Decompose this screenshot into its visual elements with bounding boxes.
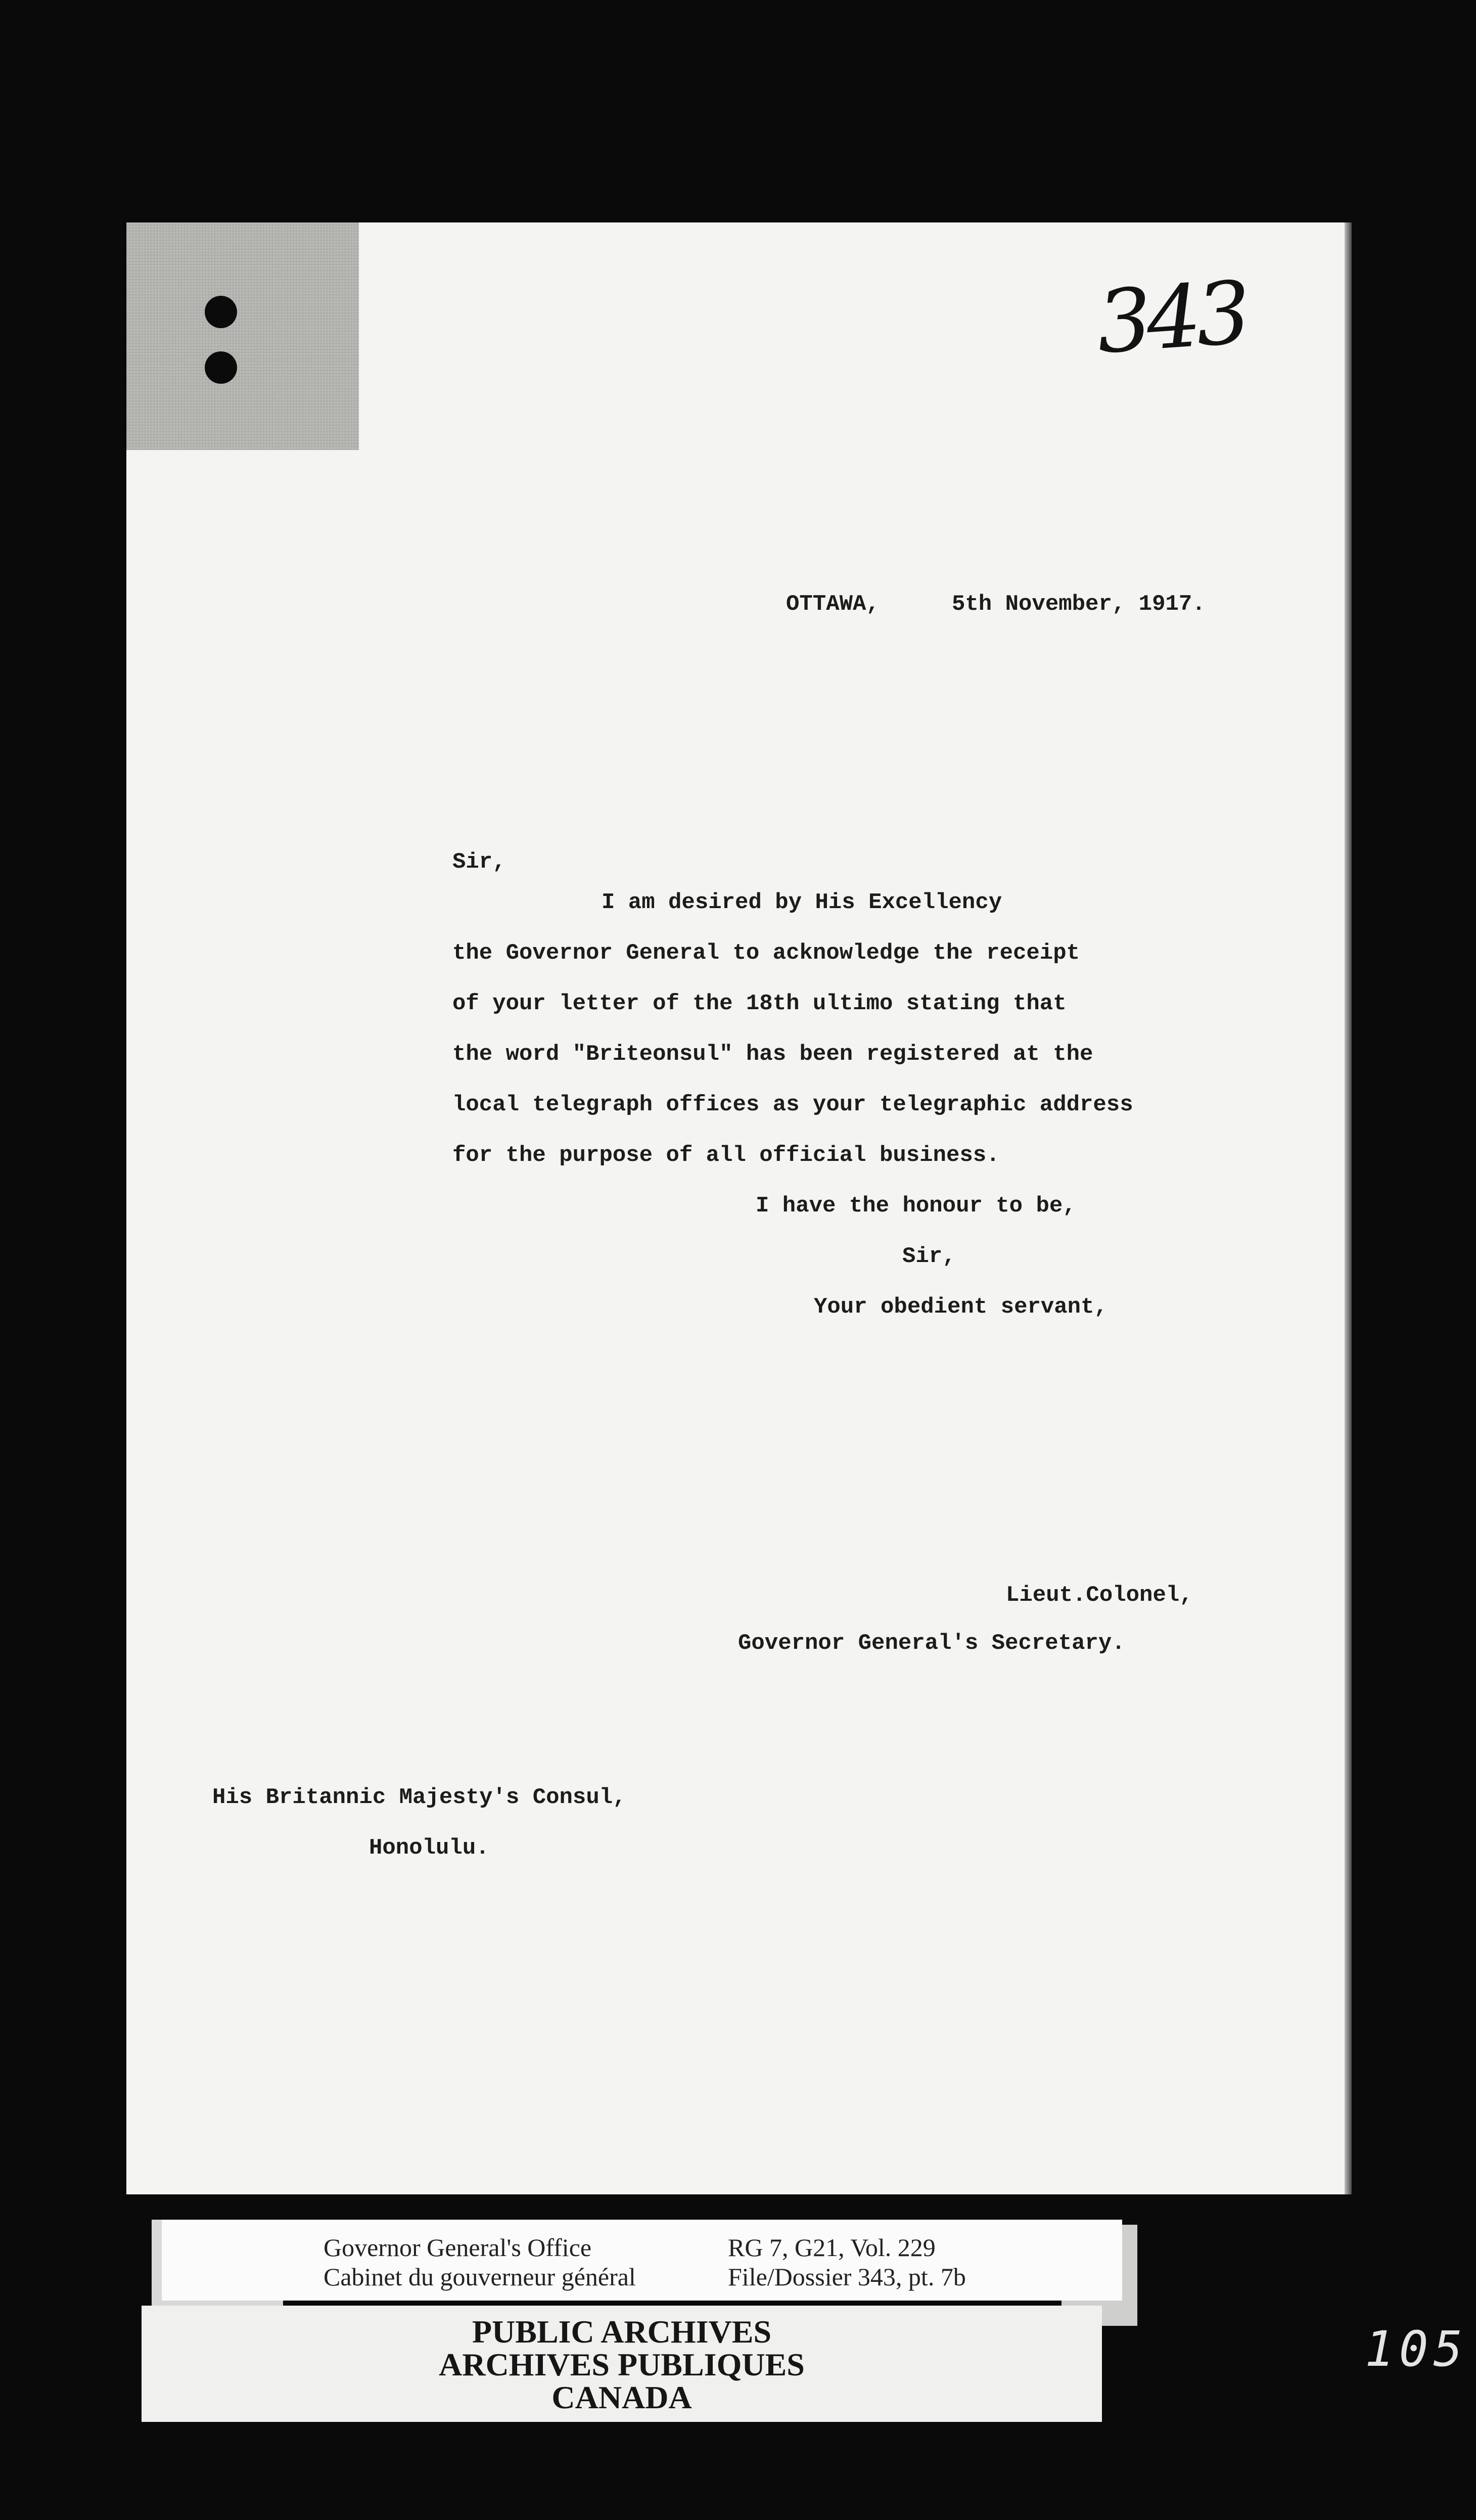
page-edge [1345,222,1352,2194]
archive-office-fr: Cabinet du gouverneur général [324,2263,636,2291]
signer-title: Governor General's Secretary. [738,1631,1125,1656]
letter-page [126,222,1345,2194]
stamp-line-1: PUBLIC ARCHIVES [472,2314,772,2350]
closing-sir: Sir, [902,1244,956,1269]
salutation: Sir, [452,849,506,875]
archive-file: File/Dossier 343, pt. 7b [728,2263,966,2291]
archive-reference-label [162,2220,1122,2301]
punch-hole-bottom [205,351,237,384]
closing-servant: Your obedient servant, [814,1294,1108,1320]
public-archives-stamp [142,2306,1102,2422]
letter-date: 5th November, 1917. [952,592,1206,617]
punch-hole-top [205,296,237,328]
body-line-5: local telegraph offices as your telegraphic address [452,1092,1133,1117]
signer-rank: Lieut.Colonel, [1006,1583,1193,1608]
stamp-line-3: CANADA [551,2379,692,2415]
body-line-2: the Governor General to acknowledge the receipt [452,940,1080,966]
handwritten-file-number: 343 [1093,262,1250,374]
body-line-1: I am desired by His Excellency [602,890,1002,915]
film-frame-number: 105 [1365,2321,1468,2377]
addressee-line-2: Honolulu. [369,1835,489,1861]
closing-honour: I have the honour to be, [756,1193,1076,1219]
addressee-line-1: His Britannic Majesty's Consul, [212,1785,626,1810]
binding-patch [126,222,359,450]
archive-office-en: Governor General's Office [324,2233,592,2262]
body-line-6: for the purpose of all official business. [452,1143,1000,1168]
letter-place: OTTAWA, [786,592,880,617]
body-line-4: the word "Briteonsul" has been registered at the [452,1042,1093,1067]
archive-reference: RG 7, G21, Vol. 229 [728,2233,936,2262]
body-line-3: of your letter of the 18th ultimo stating that [452,991,1067,1016]
stamp-line-2: ARCHIVES PUBLIQUES [439,2347,805,2382]
